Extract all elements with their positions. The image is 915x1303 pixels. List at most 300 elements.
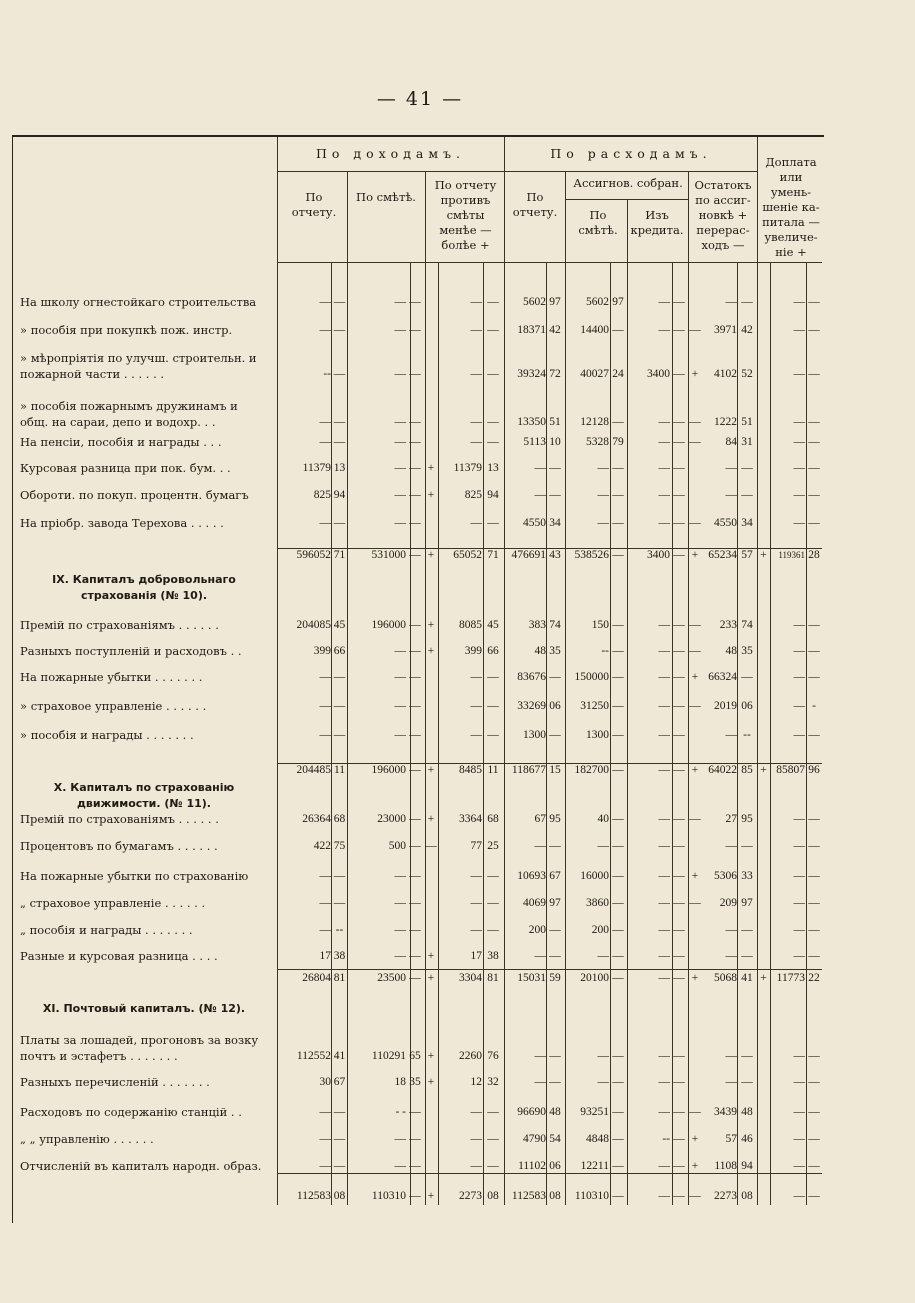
cell-assign-estimate: 150	[591, 619, 609, 631]
cell-income-diff-kop: —	[487, 517, 499, 529]
cell-expense-report: —	[534, 489, 546, 501]
cell-expense-report-kop: 48	[549, 1106, 561, 1118]
cell-expense-report-kop: 97	[549, 897, 561, 909]
cell-capital: —	[793, 296, 805, 308]
total-capital-sign: +	[760, 549, 767, 561]
total-income-report-kop: 08	[333, 1190, 346, 1202]
total-expense-report: 112583	[511, 1190, 546, 1202]
total-assign-credit: —	[658, 1190, 670, 1202]
total-income-estimate-kop: —	[409, 1190, 421, 1202]
cell-capital-kop: -	[812, 700, 816, 712]
cell-income-report: —	[319, 324, 331, 336]
cell-remainder: 1108	[714, 1160, 737, 1172]
cell-assign-estimate: —	[597, 517, 609, 529]
cell-expense-report: 33269	[517, 700, 546, 712]
cell-assign-credit: —	[658, 324, 670, 336]
cell-income-estimate-kop: 65	[409, 1050, 421, 1062]
cell-assign-credit: —	[658, 813, 670, 825]
cell-income-report: 422	[313, 840, 331, 852]
cell-expense-report-kop: 35	[549, 645, 561, 657]
total-capital-sign: +	[760, 972, 767, 984]
cell-remainder-sign: +	[691, 1133, 699, 1145]
cell-assign-credit-kop: —	[673, 924, 685, 936]
cell-remainder-sign: —	[689, 1106, 701, 1118]
cell-income-estimate: —	[394, 436, 406, 448]
row-label: На пенсіи, пособія и награды . . .	[20, 435, 222, 449]
cell-capital-kop: —	[808, 813, 820, 825]
total-income-estimate-kop: —	[409, 764, 421, 776]
cell-remainder-kop: 35	[741, 645, 753, 657]
cell-income-diff: —	[470, 324, 482, 336]
cell-expense-report-kop: —	[549, 924, 561, 936]
cell-assign-credit-kop: —	[673, 840, 685, 852]
cell-income-diff-kop: 68	[487, 813, 499, 825]
header-capital: Доплата или умень- шеніе ка- питала — увеличе- ніе +	[762, 155, 820, 259]
total-remainder-sign: +	[691, 972, 699, 984]
cell-remainder-kop: 31	[741, 436, 753, 448]
cell-assign-estimate-kop: —	[612, 729, 624, 741]
row-label: На пожарные убытки . . . . . . .	[20, 670, 203, 684]
cell-assign-credit-kop: —	[673, 813, 685, 825]
row-label: » пособія и награды . . . . . . .	[20, 728, 194, 742]
total-remainder-sign: +	[691, 764, 699, 776]
cell-capital-kop: —	[808, 729, 820, 741]
row-label: „ страховое управленіе . . . . . .	[20, 896, 206, 910]
cell-remainder-sign: +	[691, 1160, 699, 1172]
total-income-diff-kop: 08	[487, 1190, 499, 1202]
cell-assign-credit: 3400	[647, 368, 670, 380]
total-capital-sign: +	[760, 764, 767, 776]
cell-capital: —	[793, 700, 805, 712]
cell-income-diff: 77	[470, 840, 482, 852]
cell-income-diff-kop: 38	[487, 950, 499, 962]
cell-income-report-kop: 75	[333, 840, 346, 852]
cell-capital-kop: —	[808, 645, 820, 657]
cell-remainder-kop: 48	[741, 1106, 753, 1118]
total-income-diff-kop: 81	[487, 972, 499, 984]
cell-assign-credit-kop: —	[673, 619, 685, 631]
row-label: Процентовъ по бумагамъ . . . . . .	[20, 839, 218, 853]
cell-assign-credit: —	[658, 1106, 670, 1118]
cell-assign-estimate-kop: —	[612, 870, 624, 882]
total-remainder-kop: 41	[741, 972, 753, 984]
total-assign-credit: —	[658, 764, 670, 776]
cell-income-report: —	[319, 416, 331, 428]
cell-income-estimate-kop: —	[409, 840, 421, 852]
cell-assign-estimate: 5328	[586, 436, 609, 448]
cell-capital-kop: —	[808, 897, 820, 909]
cell-remainder: —	[725, 296, 737, 308]
total-assign-credit-kop: —	[673, 972, 685, 984]
total-capital-kop: 22	[808, 972, 820, 984]
cell-assign-credit: —	[658, 436, 670, 448]
cell-capital-kop: —	[808, 462, 820, 474]
cell-remainder-kop: —	[741, 671, 753, 683]
cell-capital: —	[793, 416, 805, 428]
cell-assign-estimate-kop: —	[612, 416, 624, 428]
cell-assign-estimate: 150000	[574, 671, 609, 683]
cell-income-report: —	[319, 1133, 331, 1145]
cell-income-estimate: —	[394, 645, 406, 657]
cell-remainder: —	[725, 489, 737, 501]
total-remainder: 2273	[714, 1190, 737, 1202]
total-assign-credit-kop: —	[673, 549, 685, 561]
cell-income-estimate: —	[394, 489, 406, 501]
total-assign-estimate-kop: —	[612, 1190, 624, 1202]
row-label: Премій по страхованіямъ . . . . . .	[20, 812, 219, 826]
cell-income-diff-kop: —	[487, 416, 499, 428]
total-remainder-kop: 85	[741, 764, 753, 776]
cell-income-estimate: 18	[394, 1076, 406, 1088]
cell-income-estimate-kop: —	[409, 416, 421, 428]
cell-assign-credit: --	[662, 1133, 670, 1145]
cell-income-diff-kop: —	[487, 324, 499, 336]
header-assign: Ассигнов. собран.	[573, 176, 683, 190]
cell-assign-estimate: --	[601, 645, 609, 657]
cell-capital: —	[793, 489, 805, 501]
cell-assign-estimate: —	[597, 950, 609, 962]
cell-income-diff-kop: 94	[487, 489, 499, 501]
cell-expense-report-kop: 34	[549, 517, 561, 529]
total-assign-credit-kop: —	[673, 764, 685, 776]
cell-assign-credit-kop: —	[673, 870, 685, 882]
cell-remainder: —	[725, 840, 737, 852]
cell-income-diff: —	[470, 897, 482, 909]
total-capital: 119361	[778, 550, 805, 560]
cell-capital: —	[793, 436, 805, 448]
cell-capital: —	[793, 924, 805, 936]
cell-income-estimate-kop: —	[409, 729, 421, 741]
total-expense-report: 15031	[517, 972, 546, 984]
column-rule	[757, 137, 758, 1205]
cell-income-diff: 825	[464, 489, 482, 501]
cell-remainder-sign: +	[691, 368, 699, 380]
cell-expense-report: —	[534, 1050, 546, 1062]
cell-capital-kop: —	[808, 950, 820, 962]
cell-income-report-kop: 41	[333, 1050, 346, 1062]
cell-income-estimate: —	[394, 729, 406, 741]
cell-assign-estimate: 40027	[580, 368, 609, 380]
cell-capital-kop: —	[808, 489, 820, 501]
cell-remainder: 5306	[714, 870, 737, 882]
cell-income-report: 825	[313, 489, 331, 501]
cell-income-report-kop: —	[333, 700, 346, 712]
cell-assign-credit: —	[658, 1076, 670, 1088]
cell-capital-kop: —	[808, 870, 820, 882]
cell-assign-credit-kop: —	[673, 517, 685, 529]
cell-expense-report-kop: 97	[549, 296, 561, 308]
cell-income-estimate: - -	[395, 1106, 406, 1118]
cell-income-report-kop: —	[333, 1106, 346, 1118]
cell-income-report: —	[319, 700, 331, 712]
page-number: — 41 —	[376, 88, 464, 110]
cell-income-estimate: —	[394, 700, 406, 712]
cell-capital-kop: —	[808, 517, 820, 529]
cell-assign-estimate: 200	[591, 924, 609, 936]
row-label: » пособія пожарнымъ дружинамъ и общ. на сараи, депо и водохр. . .	[20, 399, 238, 429]
cell-income-diff-sign: +	[427, 645, 435, 657]
cell-capital: —	[793, 729, 805, 741]
cell-income-diff: 11379	[453, 462, 482, 474]
cell-capital: —	[793, 1133, 805, 1145]
cell-income-estimate: —	[394, 416, 406, 428]
total-assign-credit: 3400	[647, 549, 670, 561]
column-rule	[347, 172, 348, 1205]
row-label: Отчисленій въ капиталъ народн. образ.	[20, 1159, 262, 1173]
cell-income-estimate: —	[394, 368, 406, 380]
cell-assign-estimate-kop: —	[612, 324, 624, 336]
cell-income-report: —	[319, 897, 331, 909]
cell-assign-estimate-kop: 97	[612, 296, 624, 308]
total-income-estimate: 23500	[377, 972, 406, 984]
header-rule	[277, 171, 757, 172]
row-label: » страховое управленіе . . . . . .	[20, 699, 207, 713]
cell-assign-estimate: 31250	[580, 700, 609, 712]
cell-assign-estimate: 14400	[580, 324, 609, 336]
total-capital: 85807	[776, 764, 805, 776]
cell-expense-report-kop: —	[549, 489, 561, 501]
cell-income-report: —	[319, 924, 331, 936]
cell-expense-report: —	[534, 950, 546, 962]
cell-remainder: 1222	[714, 416, 737, 428]
cell-assign-credit: —	[658, 671, 670, 683]
row-label: Разныхъ поступленій и расходовъ . .	[20, 644, 242, 658]
cell-remainder-kop: 52	[741, 368, 753, 380]
cell-assign-credit: —	[658, 489, 670, 501]
cell-income-diff-kop: 76	[487, 1050, 499, 1062]
section-title: X. Капиталъ по страхованію движимости. (№ 11).	[53, 781, 235, 810]
cell-expense-report: 4550	[523, 517, 546, 529]
cell-income-report: 112552	[296, 1050, 331, 1062]
cell-income-estimate-kop: —	[409, 897, 421, 909]
cell-income-estimate-kop: —	[409, 924, 421, 936]
cell-remainder: 84	[725, 436, 737, 448]
cell-assign-credit-kop: —	[673, 462, 685, 474]
cell-income-estimate-kop: —	[409, 950, 421, 962]
cell-income-report-kop: 45	[333, 619, 346, 631]
total-income-estimate: 110310	[371, 1190, 406, 1202]
cell-income-diff-sign: +	[427, 950, 435, 962]
cell-income-diff: —	[470, 436, 482, 448]
cell-remainder-sign: —	[689, 324, 701, 336]
cell-assign-credit: —	[658, 950, 670, 962]
cell-expense-report: —	[534, 462, 546, 474]
cell-income-diff: —	[470, 1106, 482, 1118]
header-income-estimate: По смѣтѣ.	[356, 190, 416, 204]
total-assign-estimate: 538526	[574, 549, 609, 561]
cell-income-diff-sign: —	[425, 840, 437, 852]
cell-remainder: 27	[725, 813, 737, 825]
total-income-diff-kop: 71	[487, 549, 499, 561]
cell-capital-kop: —	[808, 324, 820, 336]
total-income-report: 596052	[296, 549, 331, 561]
total-income-estimate: 531000	[371, 549, 406, 561]
table-top-rule	[12, 135, 824, 137]
cell-income-estimate: —	[394, 1160, 406, 1172]
total-remainder-sign: —	[689, 1190, 701, 1202]
cell-capital-kop: —	[808, 671, 820, 683]
total-income-report: 204485	[296, 764, 331, 776]
cell-assign-estimate: —	[597, 462, 609, 474]
cell-income-estimate: —	[394, 296, 406, 308]
cell-income-estimate-kop: —	[409, 368, 421, 380]
total-income-diff-sign: +	[427, 1190, 435, 1202]
cell-assign-credit-kop: —	[673, 436, 685, 448]
cell-income-diff: —	[470, 870, 482, 882]
cell-income-diff: 12	[470, 1076, 482, 1088]
cell-assign-credit-kop: —	[673, 489, 685, 501]
cell-expense-report: 5113	[523, 436, 546, 448]
cell-assign-estimate-kop: —	[612, 813, 624, 825]
total-expense-report: 476691	[511, 549, 546, 561]
table-left-rule	[12, 135, 13, 1223]
cell-assign-estimate: 12128	[580, 416, 609, 428]
cell-income-estimate-kop: —	[409, 870, 421, 882]
cell-capital: —	[793, 870, 805, 882]
cell-capital: —	[793, 671, 805, 683]
cell-expense-report: 200	[528, 924, 546, 936]
cell-remainder: 4102	[714, 368, 737, 380]
total-expense-report-kop: 08	[549, 1190, 561, 1202]
total-income-diff: 65052	[453, 549, 482, 561]
total-income-report: 112583	[296, 1190, 331, 1202]
cell-income-estimate-kop: —	[409, 1106, 421, 1118]
cell-income-diff-kop: —	[487, 700, 499, 712]
cell-income-diff: —	[470, 368, 482, 380]
cell-income-diff: —	[470, 729, 482, 741]
cell-capital: —	[793, 619, 805, 631]
cell-expense-report: —	[534, 1076, 546, 1088]
cell-remainder-kop: 94	[741, 1160, 753, 1172]
total-remainder-kop: 08	[741, 1190, 753, 1202]
cell-expense-report-kop: 95	[549, 813, 561, 825]
cell-income-diff-kop: 25	[487, 840, 499, 852]
cell-expense-report-kop: 54	[549, 1133, 561, 1145]
header-income-report: По отчету.	[291, 190, 337, 219]
row-label: „ пособія и награды . . . . . . .	[20, 923, 193, 937]
cell-expense-report-kop: 10	[549, 436, 561, 448]
row-label: На пожарные убытки по страхованію	[20, 869, 249, 883]
cell-income-diff-sign: +	[427, 489, 435, 501]
cell-income-report: 11379	[302, 462, 331, 474]
cell-remainder-kop: —	[741, 924, 753, 936]
cell-income-diff: —	[470, 700, 482, 712]
cell-assign-estimate: —	[597, 1050, 609, 1062]
cell-assign-credit: —	[658, 416, 670, 428]
cell-assign-estimate-kop: —	[612, 950, 624, 962]
cell-remainder: —	[725, 924, 737, 936]
cell-capital-kop: —	[808, 840, 820, 852]
cell-income-diff-kop: —	[487, 897, 499, 909]
cell-income-diff-kop: 32	[487, 1076, 499, 1088]
cell-income-report: —	[319, 729, 331, 741]
cell-remainder: 66324	[708, 671, 737, 683]
cell-income-diff-kop: —	[487, 924, 499, 936]
cell-assign-estimate-kop: —	[612, 1160, 624, 1172]
cell-assign-estimate-kop: —	[612, 671, 624, 683]
cell-income-diff-kop: —	[487, 436, 499, 448]
cell-income-estimate-kop: —	[409, 517, 421, 529]
cell-income-estimate-kop: —	[409, 324, 421, 336]
cell-capital-kop: —	[808, 1106, 820, 1118]
cell-capital-kop: —	[808, 924, 820, 936]
total-remainder-kop: 57	[741, 549, 753, 561]
cell-income-diff-sign: +	[427, 462, 435, 474]
cell-expense-report: 4790	[523, 1133, 546, 1145]
cell-income-diff-kop: 13	[487, 462, 499, 474]
total-capital-kop: 28	[808, 549, 820, 561]
cell-remainder-kop: --	[743, 729, 751, 741]
cell-capital: —	[793, 1050, 805, 1062]
total-expense-report-kop: 43	[549, 549, 561, 561]
cell-remainder-sign: —	[689, 897, 701, 909]
cell-income-diff: 3364	[459, 813, 482, 825]
total-remainder: 5068	[714, 972, 737, 984]
cell-remainder-sign: —	[689, 645, 701, 657]
cell-income-report: —	[319, 517, 331, 529]
cell-assign-estimate: 1300	[586, 729, 609, 741]
cell-assign-credit-kop: —	[673, 324, 685, 336]
cell-expense-report: 96690	[517, 1106, 546, 1118]
row-label: Премій по страхованіямъ . . . . . .	[20, 618, 219, 632]
cell-expense-report-kop: —	[549, 840, 561, 852]
cell-assign-credit-kop: —	[673, 645, 685, 657]
cell-remainder-sign: —	[689, 813, 701, 825]
cell-capital: —	[793, 645, 805, 657]
cell-assign-credit-kop: —	[673, 368, 685, 380]
cell-expense-report: 83676	[517, 671, 546, 683]
cell-expense-report-kop: 06	[549, 1160, 561, 1172]
cell-expense-report: 4069	[523, 897, 546, 909]
cell-assign-estimate-kop: —	[612, 840, 624, 852]
cell-income-report-kop: —	[333, 897, 346, 909]
cell-expense-report-kop: 72	[549, 368, 561, 380]
cell-income-diff-kop: —	[487, 1160, 499, 1172]
cell-income-estimate: —	[394, 517, 406, 529]
cell-assign-credit: —	[658, 296, 670, 308]
total-income-estimate-kop: —	[409, 549, 421, 561]
cell-capital-kop: —	[808, 1160, 820, 1172]
cell-income-report-kop: 68	[333, 813, 346, 825]
cell-expense-report-kop: —	[549, 671, 561, 683]
cell-income-report-kop: 94	[333, 489, 346, 501]
cell-income-estimate-kop: —	[409, 296, 421, 308]
cell-income-estimate: 110291	[371, 1050, 406, 1062]
cell-assign-credit-kop: —	[673, 729, 685, 741]
cell-assign-credit: —	[658, 924, 670, 936]
cell-income-diff-kop: —	[487, 671, 499, 683]
cell-capital-kop: —	[808, 1076, 820, 1088]
cell-income-report: 26364	[302, 813, 331, 825]
cell-assign-credit: —	[658, 700, 670, 712]
cell-remainder: 209	[719, 897, 737, 909]
header-expense-report: По отчету.	[512, 190, 558, 219]
total-expense-report: 118677	[511, 764, 546, 776]
cell-assign-credit-kop: —	[673, 671, 685, 683]
section-title: XI. Почтовый капиталъ. (№ 12).	[42, 1002, 246, 1015]
cell-assign-estimate-kop: —	[612, 619, 624, 631]
cell-remainder-kop: 97	[741, 897, 753, 909]
total-assign-credit-kop: —	[673, 1190, 685, 1202]
cell-income-estimate-kop: —	[409, 1160, 421, 1172]
cell-assign-credit-kop: —	[673, 700, 685, 712]
cell-expense-report: 383	[528, 619, 546, 631]
cell-income-report: --	[323, 368, 331, 380]
row-label: Разныхъ перечисленій . . . . . . .	[20, 1075, 210, 1089]
cell-income-estimate: 196000	[371, 619, 406, 631]
cell-income-report: —	[319, 671, 331, 683]
cell-assign-estimate: 12211	[580, 1160, 609, 1172]
